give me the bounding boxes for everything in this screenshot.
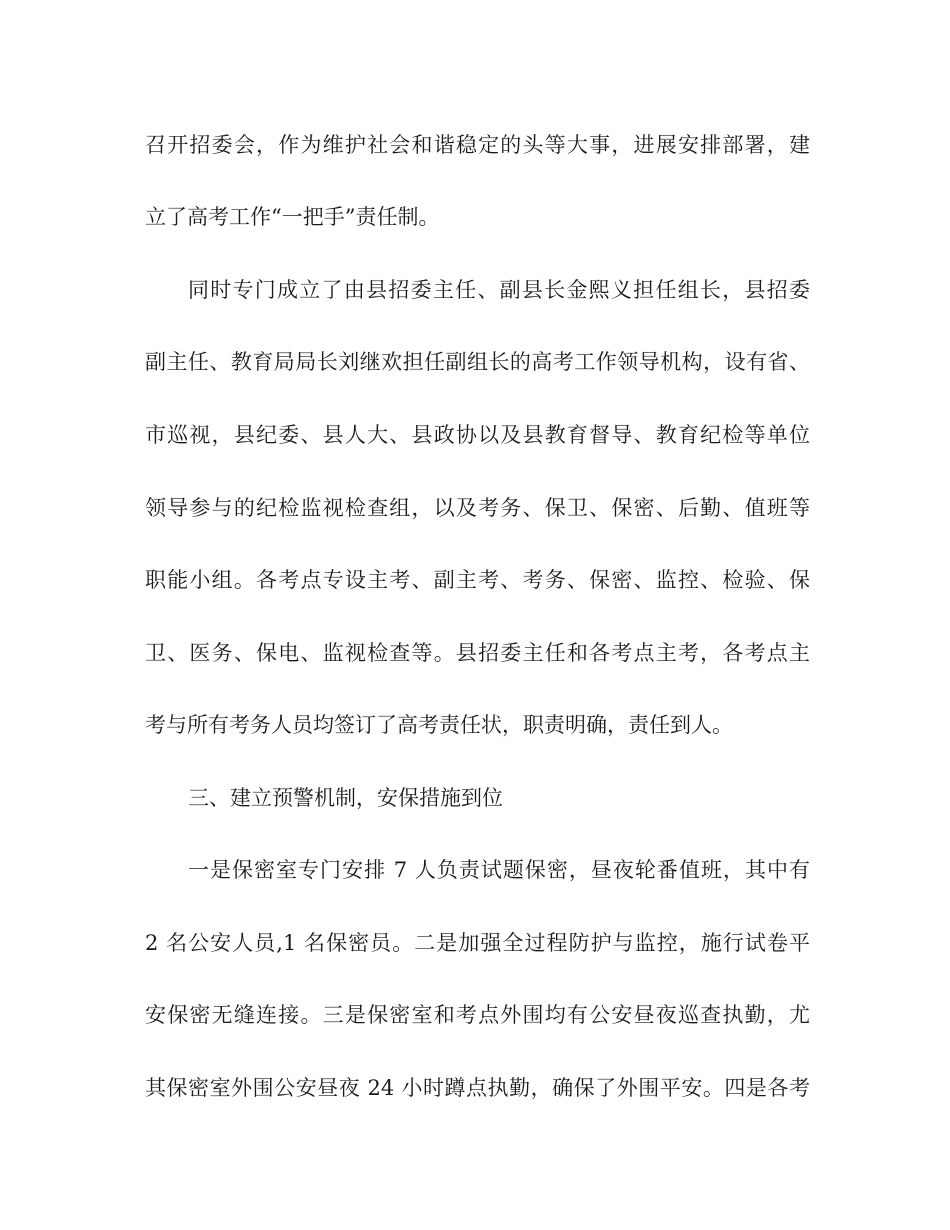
text-line-5: 市巡视，县纪委、县人大、县政协以及县教育督导、教育纪检等单位 — [145, 423, 810, 447]
text-line-2: 立了高考工作“一把手”责任制。 — [145, 205, 440, 229]
text-line-11: 一是保密室专门安排 7 人负责试题保密，昼夜轮番值班，其中有 — [188, 858, 810, 882]
text-line-3: 同时专门成立了由县招委主任、副县长金熙义担任组长，县招委 — [188, 278, 810, 302]
text-line-7: 职能小组。各考点专设主考、副主考、考务、保密、监控、检验、保 — [145, 568, 810, 592]
section-heading: 三、建立预警机制，安保措施到位 — [188, 786, 503, 810]
text-line-14: 其保密室外围公安昼夜 24 小时蹲点执勤，确保了外围平安。四是各考 — [145, 1076, 810, 1100]
text-line-9: 考与所有考务人员均签订了高考责任状，职责明确，责任到人。 — [145, 713, 733, 737]
text-line-13: 安保密无缝连接。三是保密室和考点外围均有公安昼夜巡查执勤，尤 — [145, 1003, 810, 1027]
text-line-6: 领导参与的纪检监视检查组，以及考务、保卫、保密、后勤、值班等 — [145, 496, 810, 520]
text-line-4: 副主任、教育局局长刘继欢担任副组长的高考工作领导机构，设有省、 — [145, 350, 810, 374]
text-line-12: 2 名公安人员,1 名保密员。二是加强全过程防护与监控，施行试卷平 — [145, 931, 810, 955]
text-line-1: 召开招委会，作为维护社会和谐稳定的头等大事，进展安排部署，建 — [145, 133, 810, 157]
text-line-8: 卫、医务、保电、监视检查等。县招委主任和各考点主考，各考点主 — [145, 641, 810, 665]
